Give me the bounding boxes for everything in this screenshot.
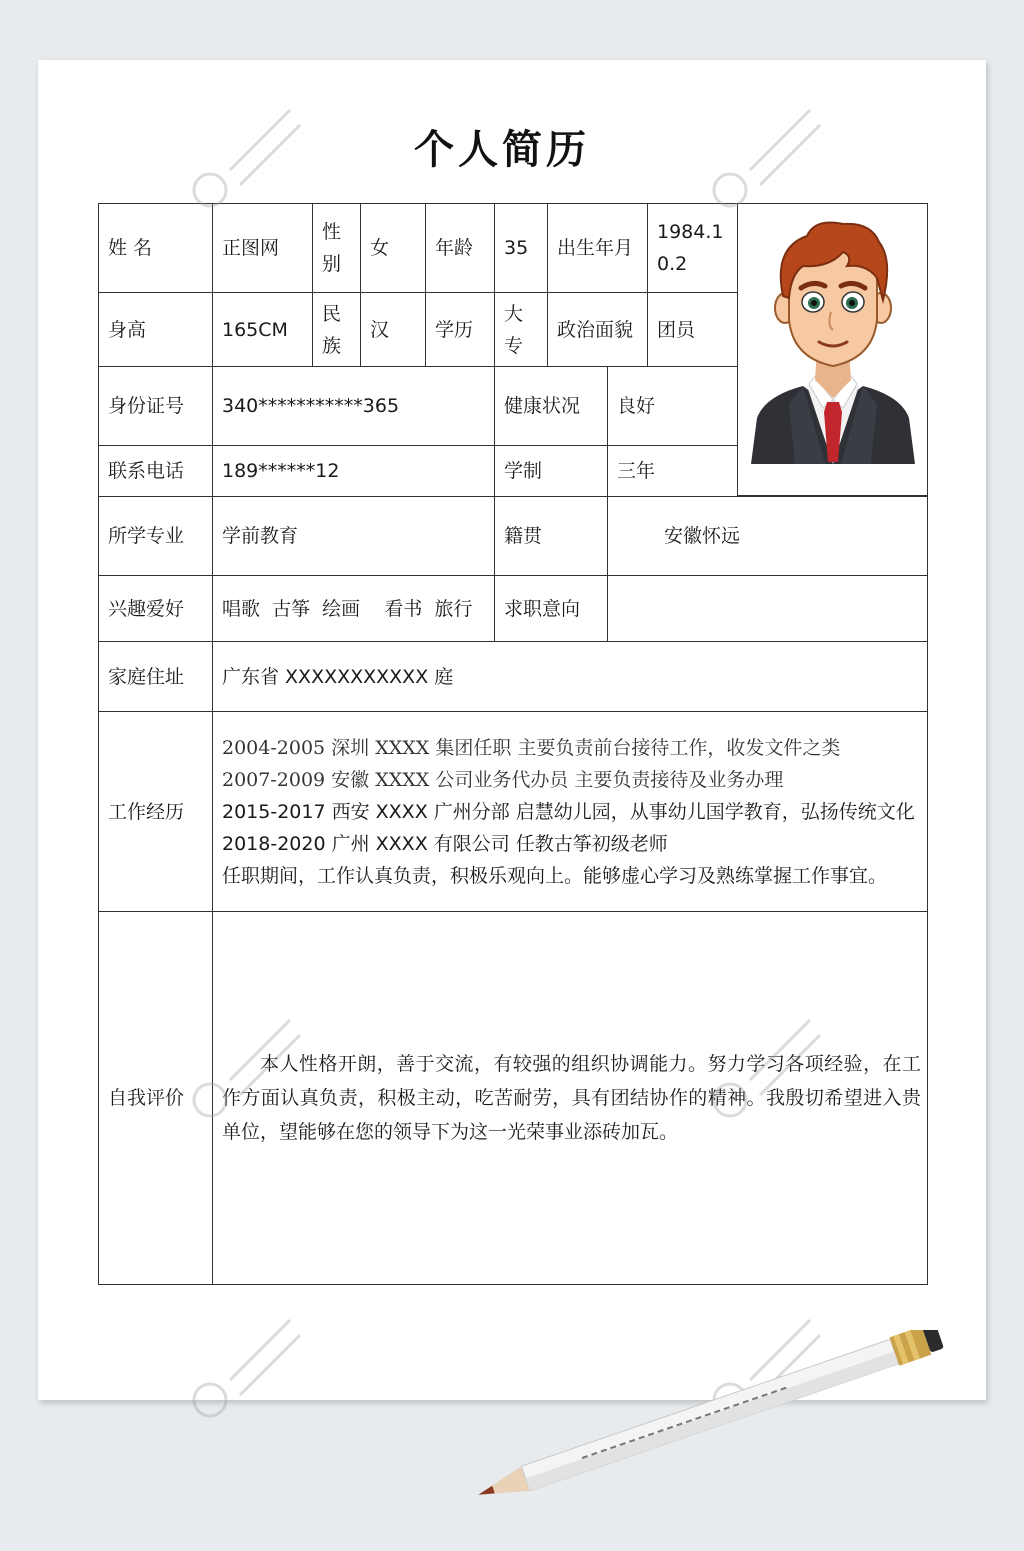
value-major: 学前教育 — [212, 496, 495, 576]
work-line: 2018-2020 广州 XXXX 有限公司 任教古筝初级老师 — [222, 832, 668, 855]
label-id: 身份证号 — [98, 366, 213, 446]
work-line: 任职期间，工作认真负责，积极乐观向上。能够虚心学习及熟练掌握工作事宜。 — [222, 864, 888, 887]
work-line: 2007-2009 安徽 XXXX 公司业务代办员 主要负责接待及业务办理 — [222, 768, 784, 791]
label-ethnicity-text: 民族 — [322, 302, 342, 357]
value-hobbies: 唱歌 古筝 绘画 看书 旅行 — [212, 575, 495, 642]
value-name: 正图网 — [212, 203, 313, 293]
label-work: 工作经历 — [98, 711, 213, 912]
label-education: 学历 — [425, 292, 495, 367]
value-id: 340***********365 — [212, 366, 495, 446]
label-job-intent: 求职意向 — [494, 575, 608, 642]
label-ethnicity — [312, 292, 361, 367]
label-health: 健康状况 — [494, 366, 608, 446]
value-birth-text: 1984.10.2 — [657, 221, 724, 275]
photo-cell — [737, 203, 928, 496]
label-address: 家庭住址 — [98, 641, 213, 712]
label-hobbies: 兴趣爱好 — [98, 575, 213, 642]
value-phone: 189******12 — [212, 445, 495, 497]
value-age: 35 — [494, 203, 548, 293]
label-politics: 政治面貌 — [547, 292, 648, 367]
label-name: 姓 名 — [98, 203, 213, 293]
label-height: 身高 — [98, 292, 213, 367]
label-birth: 出生年月 — [547, 203, 648, 293]
label-gender-text: 性别 — [322, 221, 342, 275]
value-birth — [647, 203, 738, 293]
work-line: 2004-2005 深圳 XXXX 集团任职 主要负责前台接待工作，收发文件之类 — [222, 736, 841, 759]
label-major: 所学专业 — [98, 496, 213, 576]
label-gender — [312, 203, 361, 293]
self-eval-box — [212, 911, 928, 1285]
value-gender: 女 — [360, 203, 426, 293]
self-eval-text: 本人性格开朗，善于交流，有较强的组织协调能力。努力学习各项经验，在工作方面认真负责，积极主动，吃苦耐劳，具有团结协作的精神。我殷切希望进入贵单位，望能够在您的领导下为这一光荣事业添砖加瓦。 — [222, 1053, 921, 1143]
avatar — [743, 208, 923, 464]
value-height: 165CM — [212, 292, 313, 367]
label-schooling: 学制 — [494, 445, 608, 497]
page-title: 个人简历 — [414, 126, 590, 173]
value-health: 良好 — [607, 366, 738, 446]
value-address: 广东省 XXXXXXXXXXX 庭 — [212, 641, 928, 712]
value-schooling: 三年 — [607, 445, 738, 497]
value-politics: 团员 — [647, 292, 738, 367]
pencil-image — [455, 1330, 965, 1500]
value-education-text: 大专 — [504, 302, 524, 357]
work-line: 2015-2017 西安 XXXX 广州分部 启慧幼儿园，从事幼儿国学教育，弘扬传统文化 — [222, 800, 915, 823]
label-self-eval: 自我评价 — [98, 911, 213, 1285]
label-phone: 联系电话 — [98, 445, 213, 497]
work-history — [212, 711, 928, 912]
value-education — [494, 292, 548, 367]
label-origin: 籍贯 — [494, 496, 608, 576]
value-job-intent — [607, 575, 928, 642]
value-ethnicity: 汉 — [360, 292, 426, 367]
value-origin: 安徽怀远 — [607, 496, 928, 576]
label-age: 年龄 — [425, 203, 495, 293]
